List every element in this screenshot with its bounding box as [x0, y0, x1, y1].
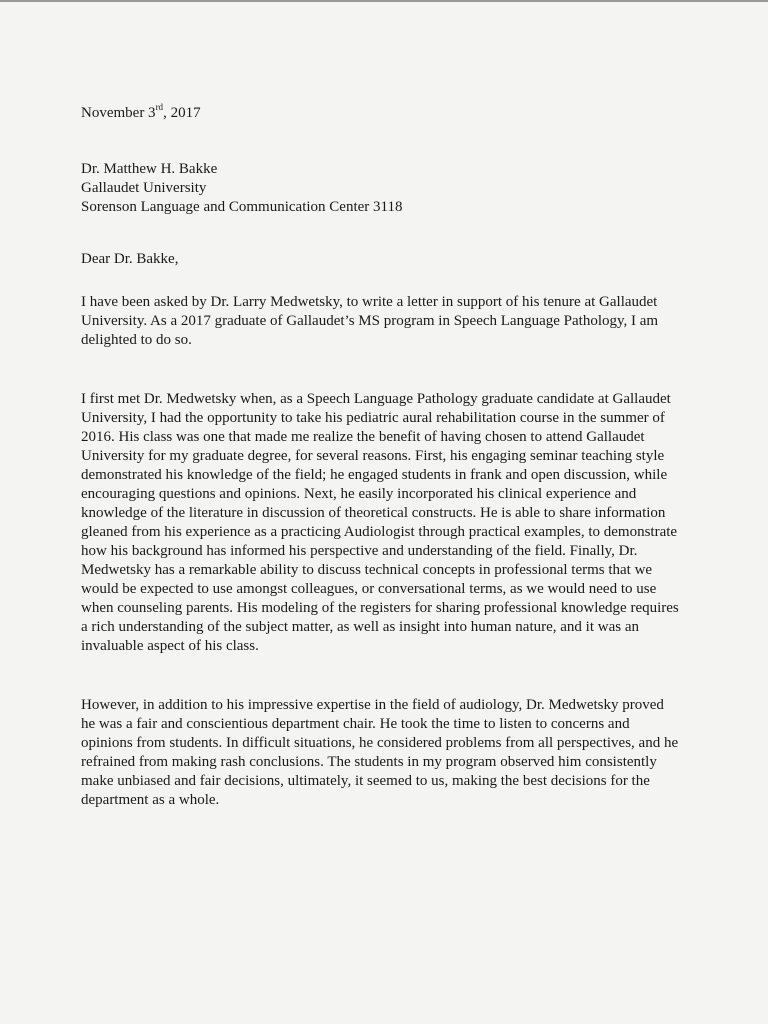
- letter-body: [81, 104, 681, 810]
- recipient-address: [81, 160, 681, 217]
- paragraph-intro: I have been asked by Dr. Larry Medwetsky, to write a letter in support of his tenure at Gallaudet University. As a 2017 graduate of Gallaudet’s MS program in Speech Language Pathology, I am delighted to do so.: [81, 294, 659, 348]
- date-ordinal-suffix: rd: [155, 102, 164, 112]
- date-month-day: November 3: [81, 105, 156, 121]
- recipient-institution: Gallaudet University: [81, 180, 207, 196]
- salutation: Dear Dr. Bakke,: [81, 251, 179, 267]
- recipient-office: Sorenson Language and Communication Center 3118: [81, 199, 403, 215]
- paragraph-teaching: I first met Dr. Medwetsky when, as a Speech Language Pathology graduate candidate at Gallaudet University, I had the opportunity to take his pediatric aural rehabilitation course in the summer of 2016. His class was one that made me realize the benefit of having chosen to attend Gallaudet University for my graduate degree, for several reasons. First, his engaging seminar teaching style demonstrated his knowledge of the field; he engaged students in frank and open discussion, while encouraging questions and opinions. Next, he easily incorporated his clinical experience and knowledge of the literature in discussion of theoretical constructs. He is able to share information gleaned from his experience as a practicing Audiologist through practical examples, to demonstrate how his background has informed his perspective and understanding of the field. Finally, Dr. Medwetsky has a remarkable ability to discuss technical concepts in professional terms that we would be expected to use amongst colleagues, or conversational terms, as we would need to use when counseling parents. His modeling of the registers for sharing professional knowledge requires a rich understanding of the subject matter, as well as insight into human nature, and it was an invaluable aspect of his class.: [81, 391, 679, 654]
- letter-date: [81, 104, 681, 123]
- scan-top-edge: [0, 0, 768, 2]
- recipient-name: Dr. Matthew H. Bakke: [81, 161, 218, 177]
- paragraph-chair: However, in addition to his impressive expertise in the field of audiology, Dr. Medwetsky proved he was a fair and conscientious department chair. He took the time to listen to concerns and opinions from students. In difficult situations, he considered problems from all perspectives, and he refrained from making rash conclusions. The students in my program observed him consistently make unbiased and fair decisions, ultimately, it seemed to us, making the best decisions for the department as a whole.: [81, 697, 679, 808]
- date-year: , 2017: [163, 105, 201, 121]
